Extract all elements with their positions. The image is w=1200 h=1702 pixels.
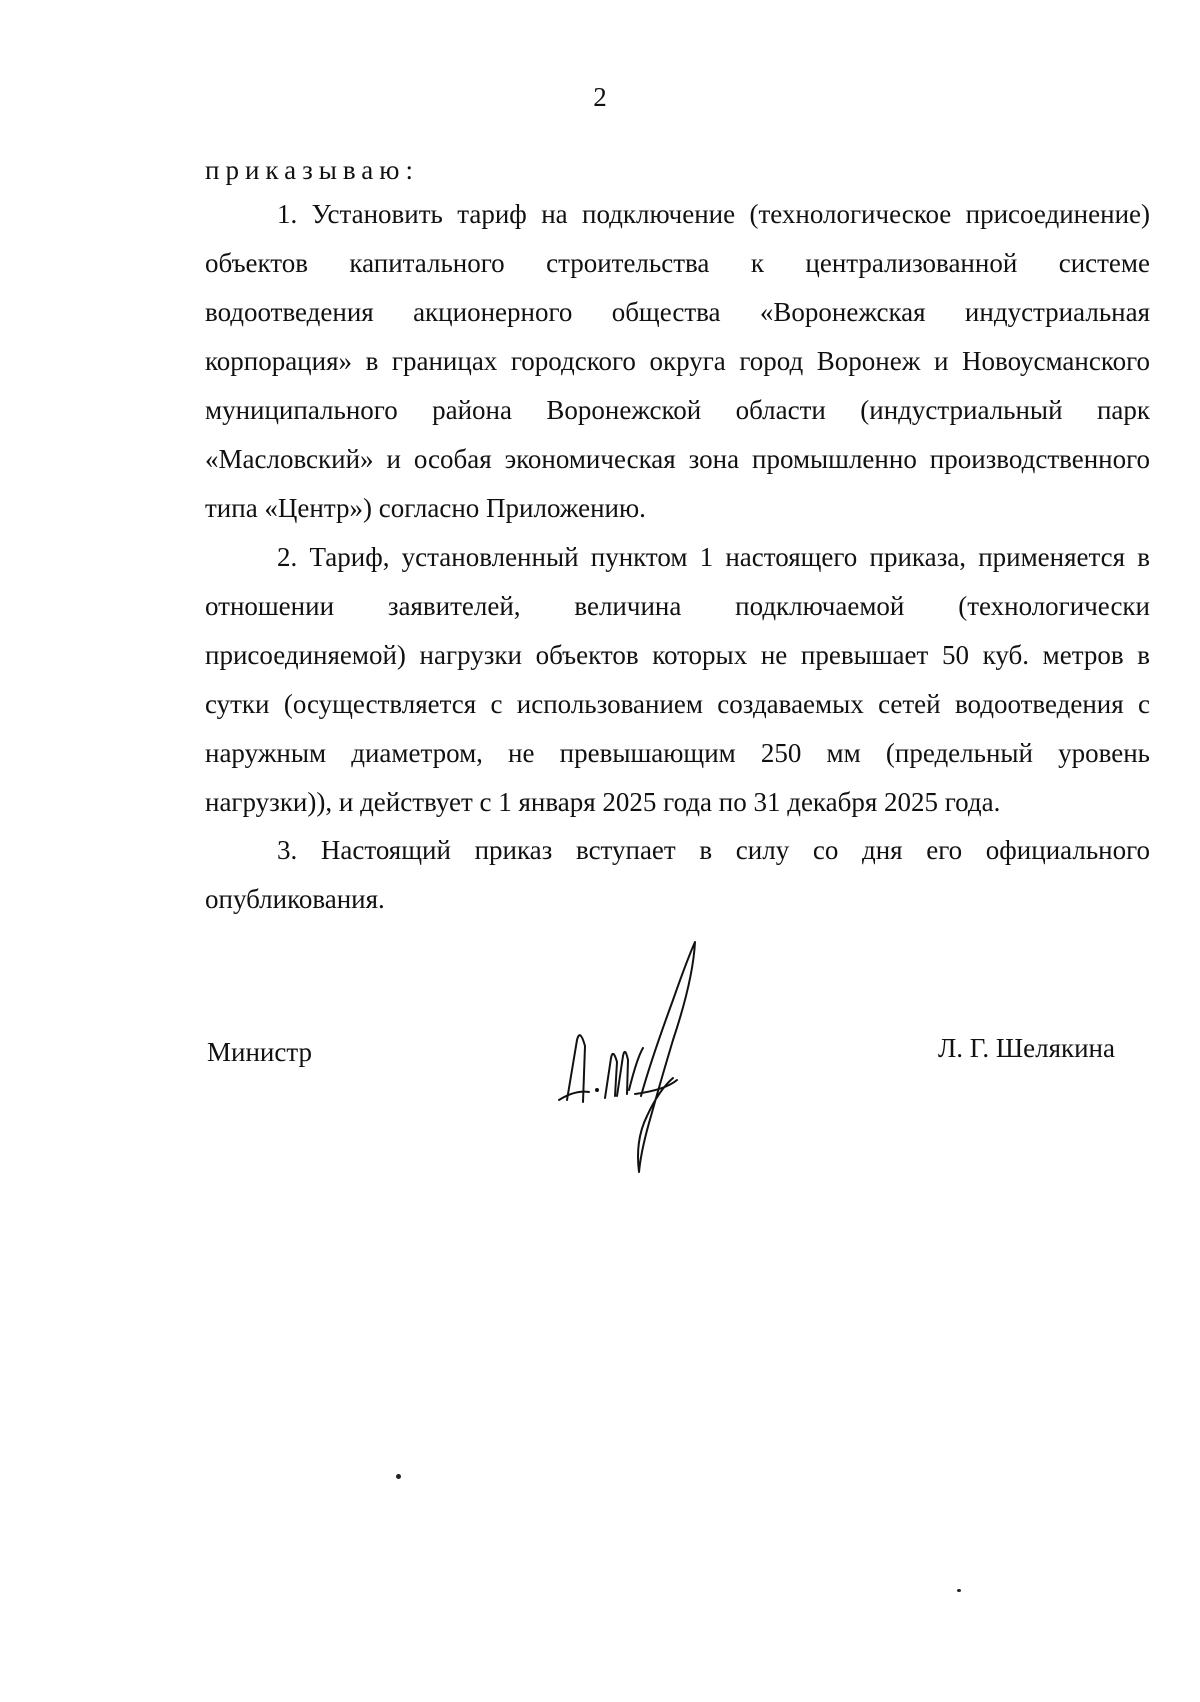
signer-role: Министр (207, 1037, 312, 1067)
signer-name: Л. Г. Шелякина (938, 1033, 1115, 1063)
order-intro: приказываю: (205, 155, 419, 185)
paragraph-2: 2. Тариф, установленный пунктом 1 настоящего приказа, применяется в отношении заявителей, величина подключаемой (технологически присоединяемой) нагрузки объектов которых не превышает 50 куб. метров в сутки (осуществляется с использованием создаваемых сетей водоотведения с наружным диаметром, не превышающим 250 мм (предельный уровень нагрузки)), и действует с 1 января 2025 года по 31 декабря 2025 года. (205, 542, 1150, 817)
page-number: 2 (593, 82, 607, 112)
scan-speck (396, 1474, 401, 1479)
paragraph-3: 3. Настоящий приказ вступает в силу со дня его официального опубликования. (205, 835, 1150, 914)
scan-speck (957, 1589, 961, 1592)
paragraph-1: 1. Установить тариф на подключение (технологическое присоединение) объектов капитального строительства к централизованной системе водоотведения акционерного общества «Воронежская индустриальная корпорация» в границах городского округа город Воронеж и Новоусманского муниципального района Воронежской области (индустриальный парк «Масловский» и особая экономическая зона промышленно производственного типа «Центр») согласно Приложению. (205, 199, 1150, 523)
handwritten-signature (555, 940, 725, 1175)
